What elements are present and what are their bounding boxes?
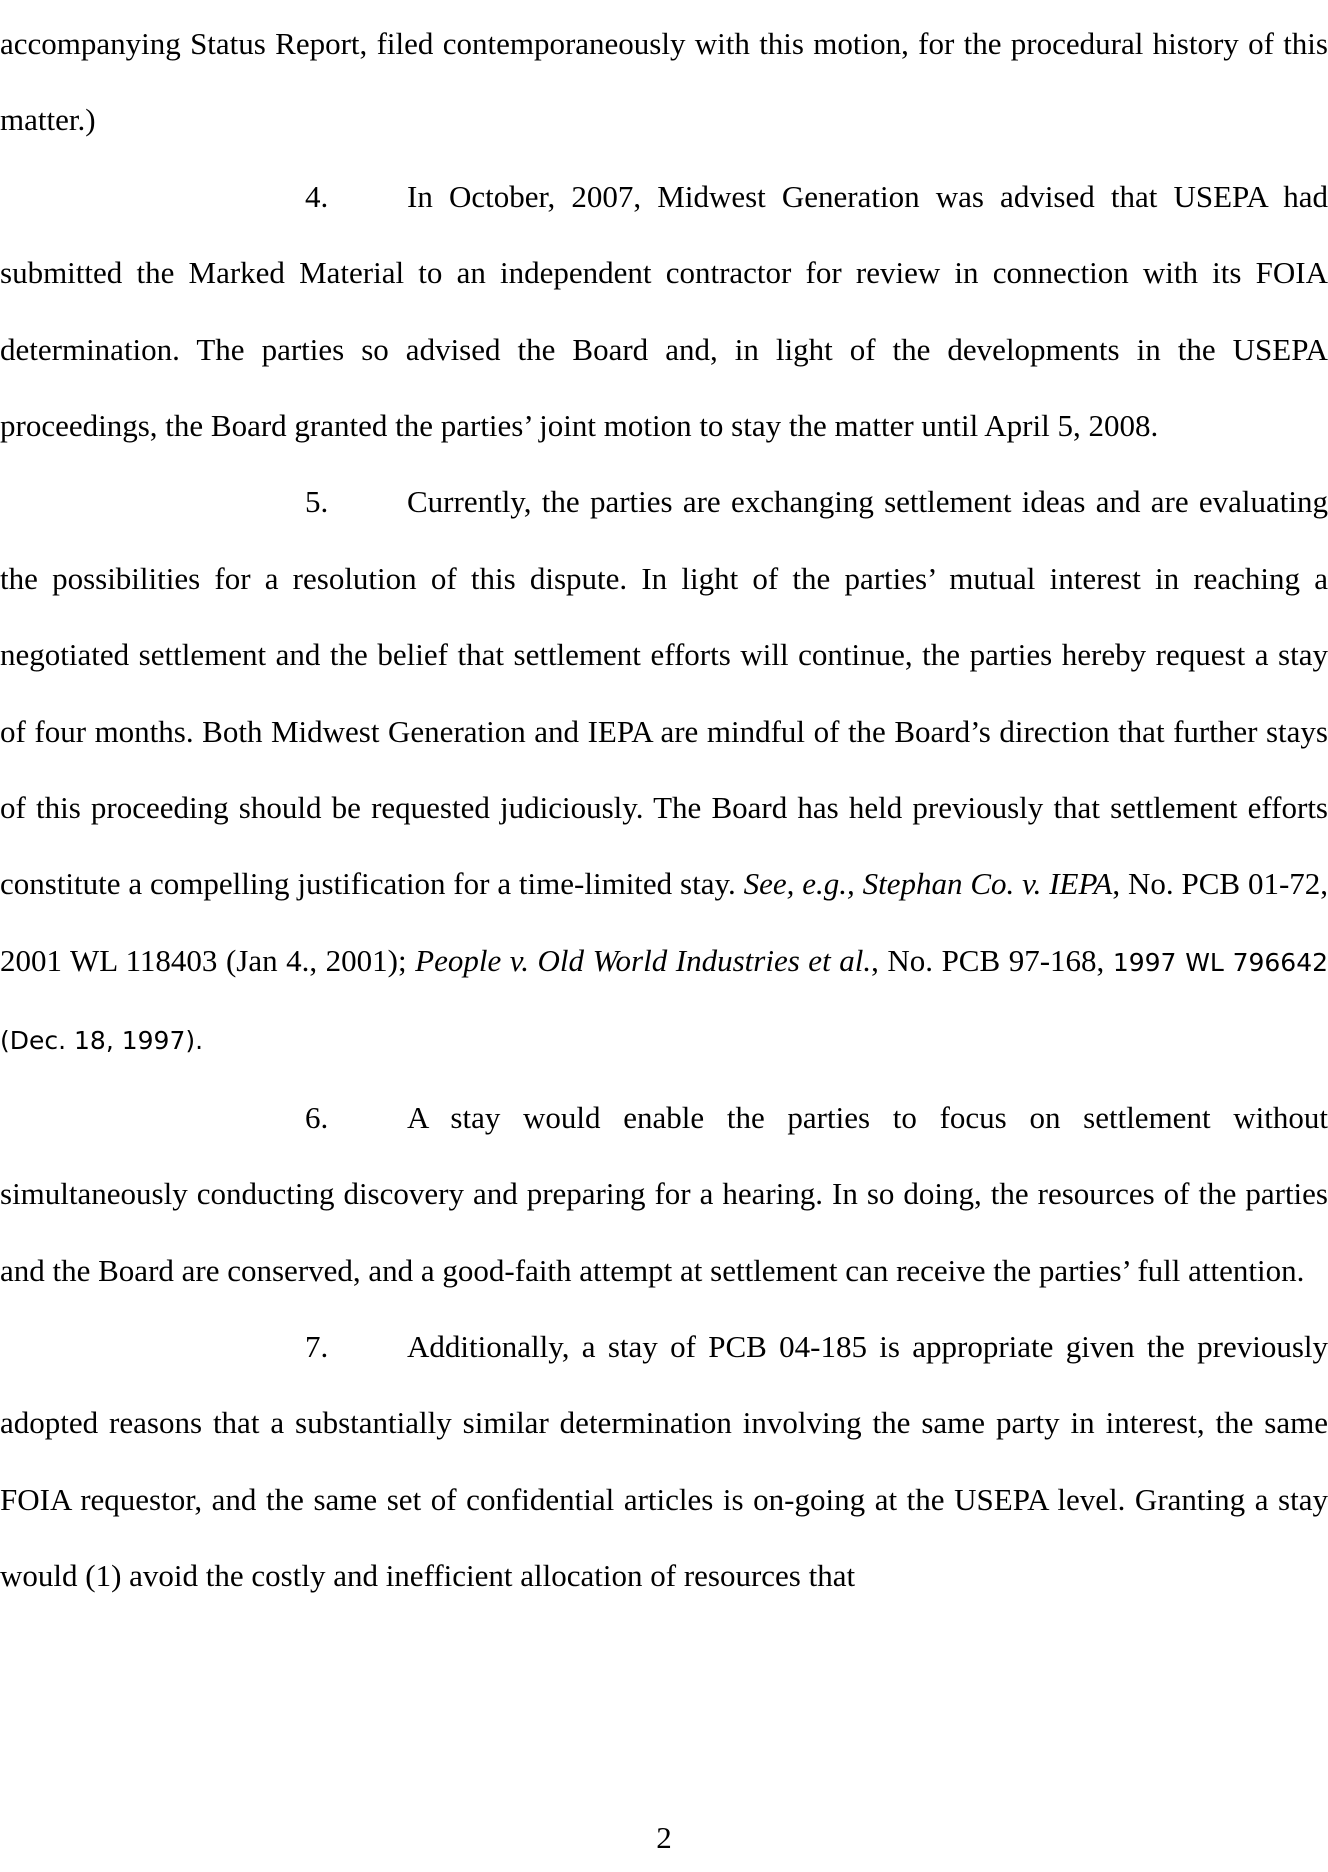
case-name: People v. Old World Industries et al.	[415, 942, 872, 978]
document-body	[0, 6, 1328, 1615]
paragraph-text: A stay would enable the parties to focus on settlement without simultaneously conducting discovery and preparing for a hearing. In so doing, the resources of the parties and the Board are conserved, and a good-faith attempt at settlement can receive the parties’ full attention.	[0, 1099, 1328, 1288]
paragraph-6	[0, 1080, 1328, 1309]
page-number: 2	[656, 1820, 672, 1855]
paragraph-text: Additionally, a stay of PCB 04-185 is appropriate given the previously adopted reasons that a substantially similar determination involving the same party in interest, the same FOIA requestor, and the same set of confidential articles is on-going at the USEPA level. Granting a stay would (1) avoid the costly and inefficient allocation of resources that	[0, 1328, 1328, 1594]
paragraph-number: 6.	[305, 1099, 329, 1135]
case-name: Stephan Co. v. IEPA	[862, 866, 1113, 902]
paragraph-5	[0, 464, 1328, 1079]
citation: , No. PCB 01-72, 2001 WL 118403 (Jan 4., 2001);	[0, 866, 1328, 978]
continued-text: accompanying Status Report, filed contemporaneously with this motion, for the procedural history of this matter.)	[0, 26, 1328, 138]
paragraph-number: 4.	[305, 178, 329, 214]
paragraph-number: 7.	[305, 1328, 329, 1364]
citation: , No. PCB 97-168,	[871, 942, 1105, 978]
paragraph-4	[0, 159, 1328, 465]
paragraph-number: 5.	[305, 484, 329, 520]
paragraph-text: Currently, the parties are exchanging settlement ideas and are evaluating the possibilities for a resolution of this dispute. In light of the parties’ mutual interest in reaching a negotiated settlement and the belief that settlement efforts will continue, the parties hereby request a stay of four months. Both Midwest Generation and IEPA are mindful of the Board’s direction that further stays of this proceeding should be requested judiciously. The Board has held previously that settlement efforts constitute a compelling justification for a time-limited stay.	[0, 484, 1328, 902]
paragraph-text: In October, 2007, Midwest Generation was advised that USEPA had submitted the Marked Material to an independent contractor for review in connection with its FOIA determination. The parties so advised the Board and, in light of the developments in the USEPA proceedings, the Board granted the parties’ joint motion to stay the matter until April 5, 2008.	[0, 178, 1328, 444]
citation-westlaw: 1997 WL 796642 (Dec. 18, 1997).	[0, 947, 1328, 1056]
paragraph-7	[0, 1309, 1328, 1615]
continued-paragraph	[0, 6, 1328, 159]
citation-signal: See, e.g.,	[743, 866, 855, 902]
